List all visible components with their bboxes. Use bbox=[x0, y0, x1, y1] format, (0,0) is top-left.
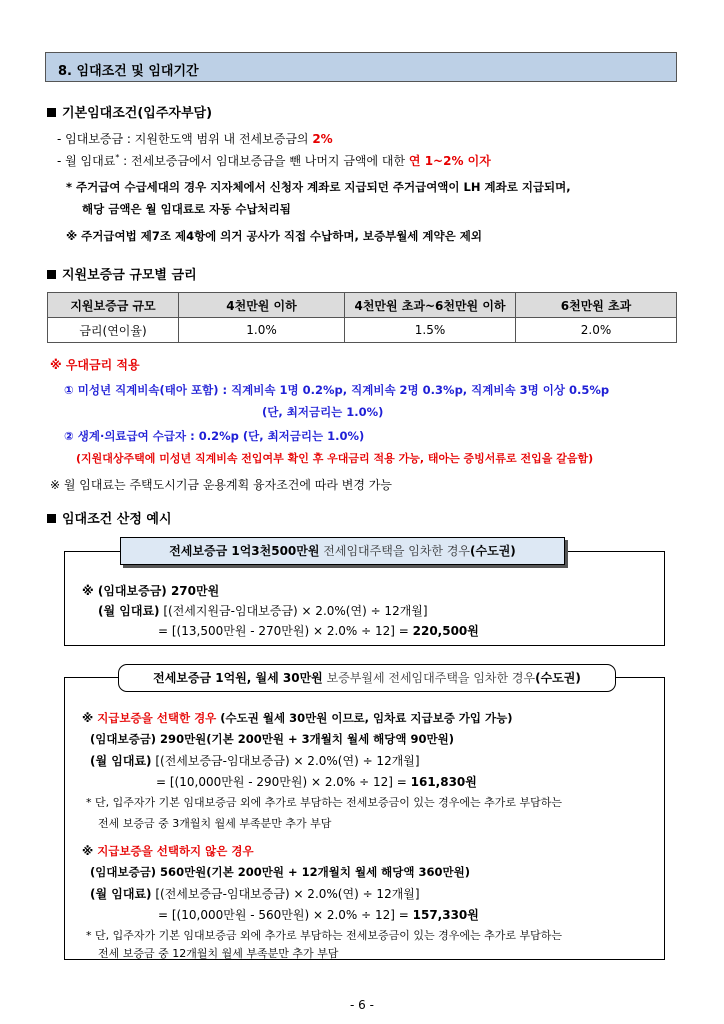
rates-header-cell: 지원보증금 규모 bbox=[48, 293, 179, 318]
deposit-line: - 임대보증금 : 지원한도액 범위 내 전세보증금의 2% bbox=[57, 132, 333, 146]
example2-caseB-note-line2: 전세 보증금 중 12개월치 월세 부족분만 추가 부담 bbox=[98, 947, 339, 960]
square-bullet-icon bbox=[47, 108, 56, 117]
example1-title: 전세보증금 1억3천500만원 전세임대주택을 임차한 경우(수도권) bbox=[120, 537, 565, 565]
basic-heading: 기본임대조건(입주자부담) bbox=[47, 102, 212, 121]
rates-header-row bbox=[48, 293, 677, 318]
rates-value-row bbox=[48, 318, 677, 343]
housing-benefit-law-note: ※ 주거급여법 제7조 제4항에 의거 공사가 직접 수납하며, 보증부월세 계약은 제외 bbox=[66, 229, 482, 243]
preferential-item2: ② 생계·의료급여 수급자 : 0.2%p (단, 최저금리는 1.0%) bbox=[64, 429, 365, 443]
preferential-item1-line1: ① 미성년 직계비속(태아 포함) : 직계비속 1명 0.2%p, 직계비속 2명 0.3%p, 직계비속 3명 이상 0.5%p bbox=[64, 383, 610, 397]
example2-caseB-heading: ※ 지급보증을 선택하지 않은 경우 bbox=[82, 844, 254, 858]
example2-caseB-note-line1: * 단, 입주자가 기본 임대보증금 외에 추가로 부담하는 전세보증금이 있는 경우에는 추가로 부담하는 bbox=[86, 929, 562, 942]
example2-caseB-rent-formula: (월 임대료) [(전세보증금-임대보증금) × 2.0%(연) ÷ 12개월] bbox=[90, 887, 420, 901]
rates-header-cell: 4천만원 이하 bbox=[179, 293, 345, 318]
rates-cell: 2.0% bbox=[516, 318, 677, 343]
example1-deposit: ※ (임대보증금) 270만원 bbox=[82, 584, 220, 598]
example2-caseB-deposit: (임대보증금) 560만원(기본 200만원 + 12개월치 월세 해당액 360만원) bbox=[90, 865, 470, 879]
rates-cell: 1.5% bbox=[345, 318, 516, 343]
section-header bbox=[45, 52, 677, 82]
square-bullet-icon bbox=[47, 514, 56, 523]
housing-benefit-note-line2: 해당 금액은 월 임대료로 자동 수납처리됨 bbox=[82, 202, 291, 216]
section-title: 8. 임대조건 및 임대기간 bbox=[58, 64, 199, 79]
example2-title: 전세보증금 1억원, 월세 30만원 보증부월세 전세임대주택을 임차한 경우(수도권) bbox=[118, 664, 616, 692]
rates-cell: 1.0% bbox=[179, 318, 345, 343]
page-number: - 6 - bbox=[350, 998, 374, 1012]
housing-benefit-note-line1: * 주거급여 수급세대의 경우 지자체에서 신청자 계좌로 지급되던 주거급여액이 LH 계좌로 지급되며, bbox=[66, 180, 571, 194]
rates-header-cell: 4천만원 초과~6천만원 이하 bbox=[345, 293, 516, 318]
example2-caseA-calc: = [(10,000만원 - 290만원) × 2.0% ÷ 12] = 161,830원 bbox=[156, 775, 477, 789]
example2-caseA-note-line2: 전세 보증금 중 3개월치 월세 부족분만 추가 부담 bbox=[98, 817, 332, 830]
example2-caseA-deposit: (임대보증금) 290만원(기본 200만원 + 3개월치 월세 해당액 90만원) bbox=[90, 732, 454, 746]
example-heading: 임대조건 산정 예시 bbox=[47, 508, 172, 527]
rent-line: - 월 임대료* : 전세보증금에서 임대보증금을 뺀 나머지 금액에 대한 연 1~2% 이자 bbox=[57, 153, 491, 168]
example1-rent-formula: (월 임대료) [(전세지원금-임대보증금) × 2.0%(연) ÷ 12개월] bbox=[98, 604, 428, 618]
example1-calc: = [(13,500만원 - 270만원) × 2.0% ÷ 12] = 220,500원 bbox=[158, 624, 479, 638]
rates-cell: 금리(연이율) bbox=[48, 318, 179, 343]
example2-caseA-note-line1: * 단, 입주자가 기본 임대보증금 외에 추가로 부담하는 전세보증금이 있는 경우에는 추가로 부담하는 bbox=[86, 796, 562, 809]
rates-table bbox=[47, 292, 677, 343]
rates-header-cell: 6천만원 초과 bbox=[516, 293, 677, 318]
square-bullet-icon bbox=[47, 270, 56, 279]
preferential-red-note: (지원대상주택에 미성년 직계비속 전입여부 확인 후 우대금리 적용 가능, 태아는 증빙서류로 전입을 갈음함) bbox=[76, 452, 594, 465]
preferential-item1-line2: (단, 최저금리는 1.0%) bbox=[262, 405, 384, 419]
example2-caseB-calc: = [(10,000만원 - 560만원) × 2.0% ÷ 12] = 157,330원 bbox=[158, 908, 479, 922]
example2-caseA-rent-formula: (월 임대료) [(전세보증금-임대보증금) × 2.0%(연) ÷ 12개월] bbox=[90, 754, 420, 768]
preferential-heading: ※ 우대금리 적용 bbox=[50, 358, 140, 372]
rent-change-note: ※ 월 임대료는 주택도시기금 운용계획 융자조건에 따라 변경 가능 bbox=[50, 478, 392, 492]
example2-caseA-heading: ※ 지급보증을 선택한 경우 (수도권 월세 30만원 이므로, 임차료 지급보증 가입 가능) bbox=[82, 711, 513, 725]
rates-heading: 지원보증금 규모별 금리 bbox=[47, 264, 197, 283]
